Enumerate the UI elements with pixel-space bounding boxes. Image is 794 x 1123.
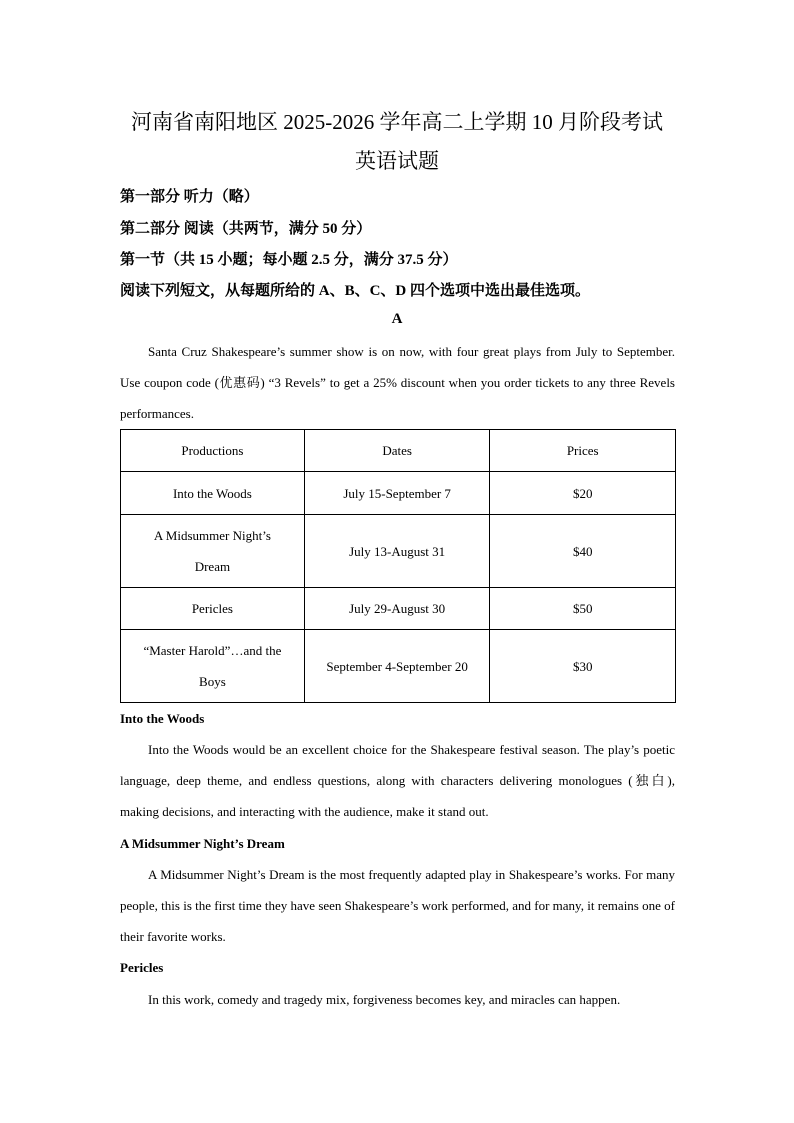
- productions-table: [120, 429, 676, 703]
- description-text: In this work, comedy and tragedy mix, forgiveness becomes key, and miracles can happen.: [148, 992, 621, 1007]
- price-cell: $50: [490, 588, 676, 630]
- table-header: Dates: [304, 430, 490, 472]
- play-description: [120, 859, 675, 952]
- table-header-row: [121, 430, 676, 472]
- part2-heading: 第二部分 阅读（共两节，满分 50 分）: [120, 221, 372, 237]
- intro-text: Santa Cruz Shakespeare’s summer show is on now, with four great plays from July to September. Use coupon code (优惠码) “3 Revels” to get a 25% discount when you order tickets to any three Revels performances.: [120, 344, 675, 421]
- passage-label: A: [391, 311, 403, 327]
- table-header: Prices: [490, 430, 676, 472]
- dates-cell: September 4-September 20: [304, 630, 490, 703]
- production-cell: A Midsummer Night’s Dream: [121, 515, 305, 588]
- dates-cell: July 13-August 31: [304, 515, 490, 588]
- production-cell: Into the Woods: [121, 472, 305, 515]
- play-heading: Into the Woods: [120, 711, 205, 726]
- exam-title: 河南省南阳地区 2025-2026 学年高二上学期 10 月阶段考试: [131, 110, 663, 134]
- description-text: A Midsummer Night’s Dream is the most frequently adapted play in Shakespeare’s works. For many people, this is the first time they have seen Shakespeare’s work performed, and for many, it remains one of their favorite works.: [120, 867, 675, 944]
- description-text: Into the Woods would be an excellent choice for the Shakespeare festival season. The play’s poetic language, deep theme, and endless questions, along with characters delivering monologues (独白), making decisions, and interacting with the audience, make it stand out.: [120, 742, 675, 819]
- table-row: [121, 630, 676, 703]
- part1-heading: 第一部分 听力（略）: [120, 189, 259, 205]
- price-cell: $20: [490, 472, 676, 515]
- play-description: [120, 734, 675, 827]
- production-cell: “Master Harold”…and the Boys: [121, 630, 305, 703]
- dates-cell: July 29-August 30: [304, 588, 490, 630]
- instruction-text: 阅读下列短文，从每题所给的 A、B、C、D 四个选项中选出最佳选项。: [120, 283, 591, 299]
- table-row: [121, 588, 676, 630]
- production-cell: Pericles: [121, 588, 305, 630]
- play-description: [120, 984, 675, 1015]
- section1-heading: 第一节（共 15 小题；每小题 2.5 分，满分 37.5 分）: [120, 252, 458, 268]
- exam-subtitle: 英语试题: [355, 149, 439, 173]
- intro-paragraph: [120, 336, 675, 429]
- dates-cell: July 15-September 7: [304, 472, 490, 515]
- play-heading: A Midsummer Night’s Dream: [120, 836, 285, 851]
- play-heading: Pericles: [120, 960, 164, 975]
- table-row: [121, 472, 676, 515]
- price-cell: $30: [490, 630, 676, 703]
- table-row: [121, 515, 676, 588]
- price-cell: $40: [490, 515, 676, 588]
- table-header: Productions: [121, 430, 305, 472]
